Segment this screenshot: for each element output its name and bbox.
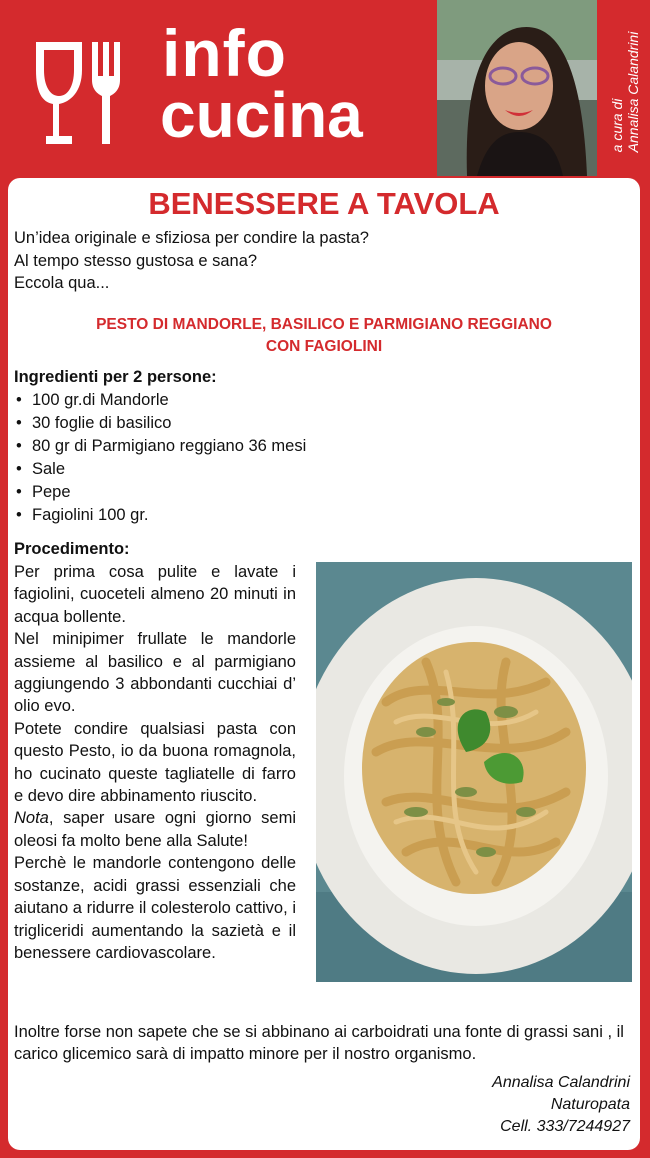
note-text: , saper usare ogni giorno semi oleosi fa molto bene alla Salute! [14, 809, 296, 850]
recipe-title-line: CON FAGIOLINI [265, 338, 383, 355]
note-paragraph-2: Perchè le mandorle contengono delle sostanze, acidi grassi essenziali che aiutano a ridurre il colesterolo cattivo, i trigliceridi aumentando la sazietà e il benessere cardiovascolare. [14, 854, 296, 962]
ingredients-list [14, 389, 306, 527]
wine-glass-fork-icon [30, 36, 130, 148]
ingredients-heading: Ingredienti per 2 persone: [14, 368, 217, 386]
list-item: • 30 foglie di basilico [14, 412, 306, 435]
byline [600, 0, 650, 176]
procedure-paragraph: Potete condire qualsiasi pasta con questo Pesto, io da buona romagnola, ho cucinato queste tagliatelle di farro e devo dire abbinamento riuscito. [14, 719, 296, 806]
list-item: • Fagiolini 100 gr. [14, 504, 306, 527]
list-item: • 100 gr.di Mandorle [14, 389, 306, 412]
procedure-heading: Procedimento: [14, 540, 130, 558]
list-item: • Sale [14, 458, 306, 481]
note-label: Nota [14, 809, 49, 828]
recipe-title-line: PESTO DI MANDORLE, BASILICO E PARMIGIANO REGGIANO [96, 316, 552, 333]
signature-contact: Cell. 333/7244927 [500, 1118, 630, 1135]
procedure-text [14, 561, 296, 964]
header-banner [0, 0, 650, 176]
signature-role: Naturopata [550, 1096, 630, 1113]
title-info: info [162, 16, 287, 90]
author-photo [437, 0, 597, 176]
list-item: • Pepe [14, 481, 306, 504]
byline-author: Annalisa Calandrini [625, 31, 641, 153]
article-card [8, 178, 640, 1150]
procedure-paragraph: Per prima cosa pulite e lavate i fagiolini, cuoceteli almeno 20 minuti in acqua bollente. [14, 563, 296, 626]
recipe-title [8, 314, 640, 358]
list-item: • 80 gr di Parmigiano reggiano 36 mesi [14, 435, 306, 458]
intro-line: Al tempo stesso gustosa e sana? [14, 251, 258, 270]
closing-text: Inoltre forse non sapete che se si abbinano ai carboidrati una fonte di grassi sani , il carico glicemico sarà di impatto minore per il nostro organismo. [14, 1023, 624, 1064]
signature [492, 1072, 630, 1138]
signature-name: Annalisa Calandrini [492, 1074, 630, 1091]
byline-prefix: a cura di [609, 98, 625, 153]
intro-line: Un’idea originale e sfiziosa per condire la pasta? [14, 229, 369, 247]
intro-line: Eccola qua... [14, 274, 110, 292]
procedure-paragraph: Nel minipimer frullate le mandorle assieme al basilico e al parmigiano aggiungendo 3 abbondanti cucchiai d’ olio evo. [14, 630, 296, 716]
pasta-dish-photo [316, 562, 632, 982]
note-paragraph [14, 807, 296, 852]
title-cucina: cucina [160, 79, 363, 151]
page-title: BENESSERE A TAVOLA [148, 186, 500, 221]
intro-text [14, 227, 614, 295]
